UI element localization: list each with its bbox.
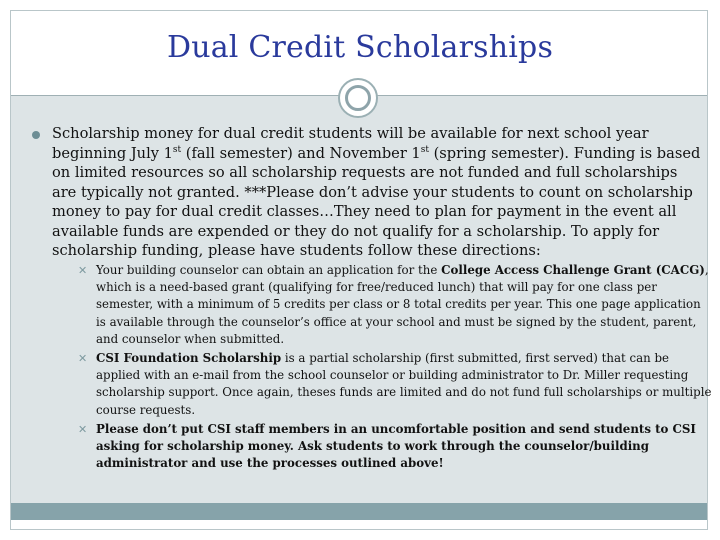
circle-ornament-icon <box>338 78 378 118</box>
sub-bullet-cacg: ✕ Your building counselor can obtain an application for the College Access Challenge Grant (CACG), which is a need-based grant (qualifying for free/reduced lunch) that will pay for one class per semester, with a minimum of 5 credits per class or 8 total credits per year. This one page application is available through the counselor’s office at your school and must be signed by the student, parent, and counselor when submitted. <box>78 263 709 346</box>
x-bullet-icon: ✕ <box>78 422 88 436</box>
slide-title: Dual Credit Scholarships <box>166 30 554 65</box>
sub-bullet-csi-foundation: ✕ CSI Foundation Scholarship is a partial scholarship (first submitted, first served) that can be applied with an e-mail from the school counselor or building administrator to Dr. Miller requesting scholarship support. Once again, theses funds are limited and do not fund full scholarships or multiple course requests. <box>78 351 712 417</box>
sub-bullet-list <box>78 262 714 474</box>
sub-bullet-csi-staff-note: ✕ Please don’t put CSI staff members in an uncomfortable position and send students to CSI asking for scholarship money. Ask students to work through the counselor/building administrator and use the processes outlined above! <box>78 421 696 471</box>
x-bullet-icon: ✕ <box>78 352 88 366</box>
main-bullet-text: Scholarship money for dual credit students will be available for next school year beginning July 1st (fall semester) and November 1st (spring semester). Funding is based on limited resources so all scholarship requests are not funded and full scholarships are typically not granted. ***Please don’t advise your students to count on scholarship money to pay for dual credit classes…They need to plan for payment in the event all available funds are expended or they do not qualify for a scholarship. To apply for scholarship funding, please have students follow these directions: <box>52 125 701 259</box>
footer-bar <box>11 503 707 520</box>
x-bullet-icon: ✕ <box>78 264 88 277</box>
main-bullet-dot <box>32 131 40 139</box>
